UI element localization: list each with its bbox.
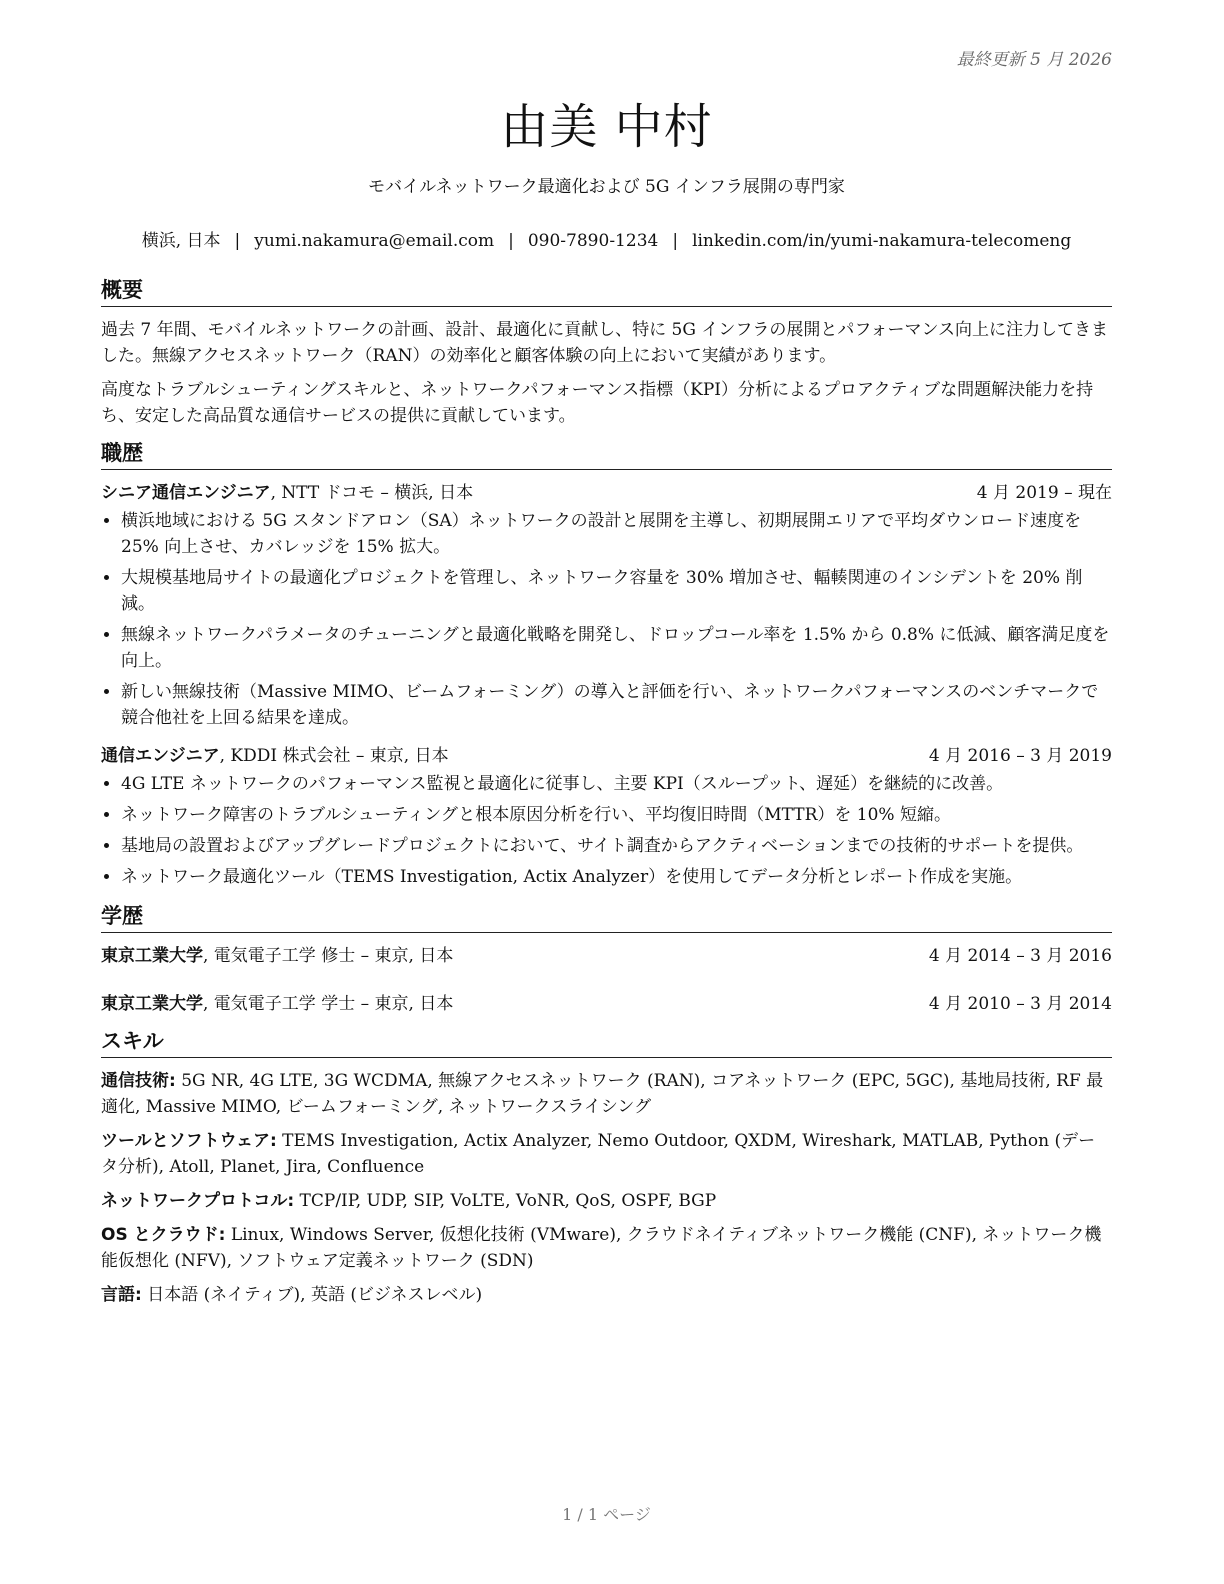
education-title-line <box>101 991 453 1017</box>
education-school: 東京工業大学 <box>101 946 203 966</box>
job-bullet: • 新しい無線技術（Massive MIMO、ビームフォーミング）の導入と評価を行い、ネットワークパフォーマンスのベンチマークで競合他社を上回る結果を達成。 <box>121 679 1112 731</box>
contact-email[interactable]: yumi.nakamura@email.com <box>254 231 495 251</box>
summary-paragraph: 高度なトラブルシューティングスキルと、ネットワークパフォーマンス指標（KPI）分析によるプロアクティブな問題解決能力を持ち、安定した高品質な通信サービスの提供に貢献しています。 <box>101 380 1094 426</box>
job-bullet: • 4G LTE ネットワークのパフォーマンス監視と最適化に従事し、主要 KPI（スループット、遅延）を継続的に改善。 <box>121 771 1112 797</box>
last-updated: 最終更新 5 月 2026 <box>956 50 1112 70</box>
skill-row <box>101 1188 1112 1214</box>
resume-page <box>101 0 1112 1584</box>
education-dates: 4 月 2010 – 3 月 2014 <box>928 994 1112 1014</box>
job-header <box>101 480 1112 506</box>
contact-line <box>101 226 1112 251</box>
skill-value: TEMS Investigation, Actix Analyzer, Nemo Outdoor, QXDM, Wireshark, MATLAB, Python (データ分析), Atoll, Planet, Jira, Confluence <box>101 1131 1096 1177</box>
job-org: , NTT ドコモ – 横浜, 日本 <box>270 483 474 503</box>
education-entry <box>101 991 1112 1017</box>
section-title-summary: 概要 <box>101 276 1112 307</box>
job-bullet: • 大規模基地局サイトの最適化プロジェクトを管理し、ネットワーク容量を 30% 増加させ、輻輳関連のインシデントを 20% 削減。 <box>121 565 1112 617</box>
skills-section <box>101 1027 1112 1308</box>
job-dates: 4 月 2019 – 現在 <box>976 483 1112 503</box>
job-title-line <box>101 743 449 769</box>
skill-row <box>101 1068 1112 1120</box>
section-title-skills: スキル <box>101 1027 1112 1058</box>
education-dates: 4 月 2014 – 3 月 2016 <box>928 946 1112 966</box>
job-bullets <box>101 771 1112 890</box>
education-detail: , 電気電子工学 修士 – 東京, 日本 <box>203 946 454 966</box>
job-bullet: • ネットワーク障害のトラブルシューティングと根本原因分析を行い、平均復旧時間（MTTR）を 10% 短縮。 <box>121 802 1112 828</box>
page-number: 1 / 1 ページ <box>562 1505 651 1524</box>
skill-label: ネットワークプロトコル: <box>101 1191 295 1211</box>
contact-linkedin[interactable]: linkedin.com/in/yumi-nakamura-telecomeng <box>692 231 1072 251</box>
job-bullet: • 無線ネットワークパラメータのチューニングと最適化戦略を開発し、ドロップコール率を 1.5% から 0.8% に低減、顧客満足度を向上。 <box>121 622 1112 674</box>
skill-label: ツールとソフトウェア: <box>101 1131 277 1151</box>
job-bullet: • 基地局の設置およびアップグレードプロジェクトにおいて、サイト調査からアクティベーションまでの技術的サポートを提供。 <box>121 833 1112 859</box>
resume-content <box>101 276 1112 1318</box>
skill-value: 日本語 (ネイティブ), 英語 (ビジネスレベル) <box>141 1285 483 1305</box>
job-dates: 4 月 2016 – 3 月 2019 <box>928 746 1112 766</box>
candidate-name: 由美 中村 <box>500 99 713 155</box>
summary-section <box>101 276 1112 429</box>
skill-value: Linux, Windows Server, 仮想化技術 (VMware), クラウドネイティブネットワーク機能 (CNF), ネットワーク機能仮想化 (NFV), ソフトウェア定義ネットワーク (SDN) <box>101 1225 1102 1271</box>
education-title-line <box>101 943 453 969</box>
job-org: , KDDI 株式会社 – 東京, 日本 <box>219 746 449 766</box>
job-header <box>101 743 1112 769</box>
contact-phone: 090-7890-1234 <box>527 231 659 251</box>
education-school: 東京工業大学 <box>101 994 203 1014</box>
job-role: 通信エンジニア <box>101 746 220 766</box>
job-bullet: • 横浜地域における 5G スタンドアロン（SA）ネットワークの設計と展開を主導し、初期展開エリアで平均ダウンロード速度を 25% 向上させ、カバレッジを 15% 拡大。 <box>121 508 1112 560</box>
contact-separator: | <box>234 231 241 251</box>
skill-row <box>101 1128 1112 1180</box>
section-title-experience: 職歴 <box>101 439 1112 470</box>
experience-section <box>101 439 1112 890</box>
skill-label: 通信技術: <box>101 1071 176 1091</box>
job-bullets <box>101 508 1112 731</box>
education-detail: , 電気電子工学 学士 – 東京, 日本 <box>203 994 454 1014</box>
contact-separator: | <box>508 231 514 251</box>
job-role: シニア通信エンジニア <box>101 483 271 503</box>
job-title-line <box>101 480 473 506</box>
summary-paragraph: 過去 7 年間、モバイルネットワークの計画、設計、最適化に貢献し、特に 5G インフラの展開とパフォーマンス向上に注力してきました。無線アクセスネットワーク（RAN）の効率化と顧客体験の向上において実績があります。 <box>101 320 1108 366</box>
contact-separator: | <box>672 231 679 251</box>
section-title-education: 学歴 <box>101 902 1112 933</box>
skill-row <box>101 1282 1112 1308</box>
skill-value: TCP/IP, UDP, SIP, VoLTE, VoNR, QoS, OSPF, BGP <box>294 1191 717 1211</box>
job-bullet: • ネットワーク最適化ツール（TEMS Investigation, Actix Analyzer）を使用してデータ分析とレポート作成を実施。 <box>121 864 1112 890</box>
skill-value: 5G NR, 4G LTE, 3G WCDMA, 無線アクセスネットワーク (RAN), コアネットワーク (EPC, 5GC), 基地局技術, RF 最適化, Massive MIMO, ビームフォーミング, ネットワークスライシング <box>101 1071 1104 1117</box>
job-entry <box>101 743 1112 890</box>
contact-location: 横浜, 日本 <box>141 231 221 251</box>
education-section <box>101 902 1112 1017</box>
skill-label: 言語: <box>101 1285 142 1305</box>
job-entry <box>101 480 1112 731</box>
skill-row <box>101 1222 1112 1274</box>
education-entry <box>101 943 1112 969</box>
skill-label: OS とクラウド: <box>101 1225 226 1245</box>
headline: モバイルネットワーク最適化および 5G インフラ展開の専門家 <box>368 177 845 197</box>
